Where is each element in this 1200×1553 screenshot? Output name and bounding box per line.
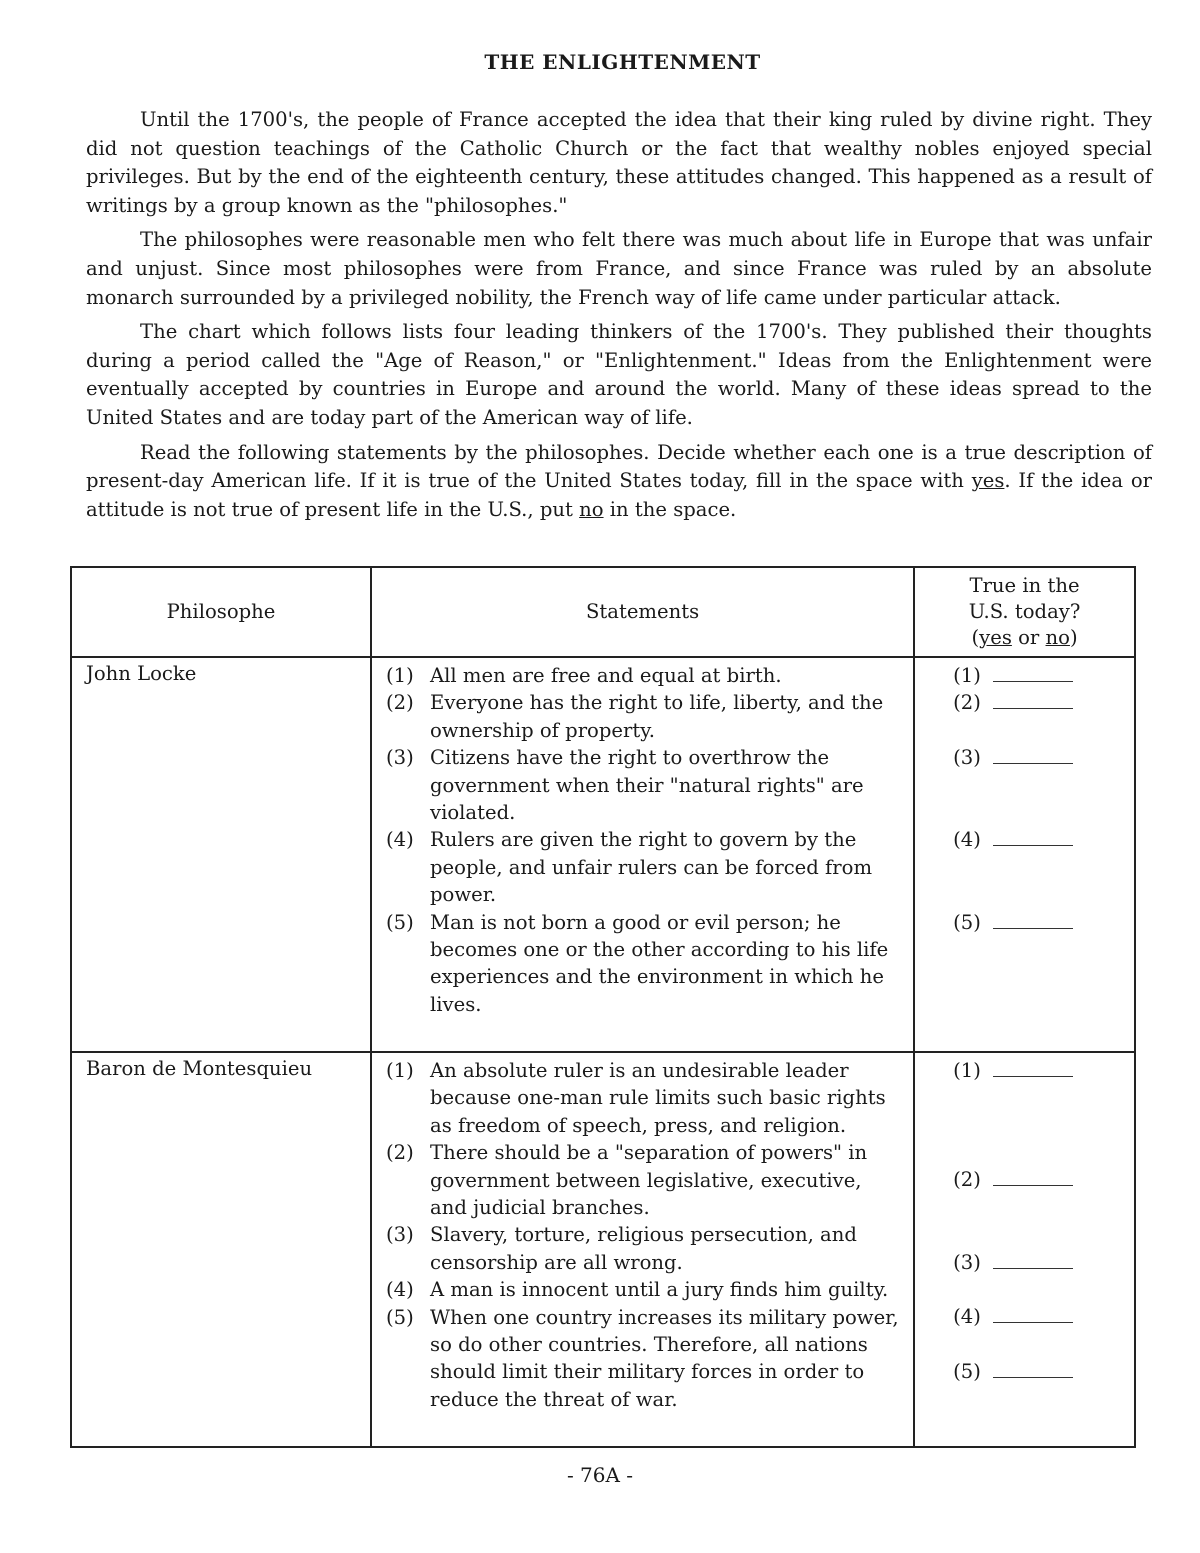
statement-text: A man is innocent until a jury finds him guilty.	[430, 1278, 889, 1302]
answer-number: (5)	[953, 910, 981, 934]
statements-cell	[371, 657, 914, 1052]
statement-number: (5)	[386, 910, 414, 934]
answer-blank[interactable]	[993, 1250, 1073, 1269]
statement-number: (4)	[386, 828, 414, 852]
philosophes-chart	[70, 566, 1136, 1448]
header-true-close: )	[1069, 626, 1078, 649]
page-number: - 76A -	[566, 1463, 634, 1487]
answer-blank[interactable]	[993, 1304, 1073, 1323]
answers-cell	[914, 1052, 1135, 1447]
philosophe-name: John Locke	[71, 657, 371, 1052]
intro-text	[86, 106, 1152, 530]
statement-number: (1)	[386, 664, 414, 687]
statement-number: (3)	[386, 746, 414, 770]
statement-item	[386, 826, 903, 908]
answer-slot	[953, 1166, 1124, 1193]
philosophe-name: Baron de Montesquieu	[71, 1052, 371, 1447]
instructions-part-1: Read the following statements by the philosophes. Decide whether each one is a true description of present-day American life. If it is true of the United States today, fill in the space with	[86, 440, 1152, 493]
answer-blank[interactable]	[993, 745, 1073, 764]
chart-header-row	[71, 567, 1135, 657]
answer-slot	[953, 909, 1124, 936]
answer-slot	[953, 662, 1124, 689]
answer-number: (3)	[953, 1250, 981, 1274]
answer-blank[interactable]	[993, 1359, 1073, 1378]
instructions-paragraph	[86, 439, 1152, 525]
answer-number: (5)	[953, 1359, 981, 1383]
answer-blank[interactable]	[993, 663, 1073, 682]
statement-text: An absolute ruler is an undesirable leader because one-man rule limits such basic rights as freedom of speech, press, and religion.	[430, 1059, 886, 1137]
statement-item	[386, 1057, 903, 1139]
answer-slot	[953, 826, 1124, 853]
answer-number: (4)	[953, 1305, 981, 1329]
header-true-open: (	[971, 626, 980, 649]
intro-paragraph-2: The philosophes were reasonable men who felt there was much about life in Europe that was unfair and unjust. Since most philosophes were from France, and since France was ruled by an absolute monarch surrounded by a privileged nobility, the French way of life came under particular attack.	[86, 228, 1152, 309]
statement-item	[386, 1221, 903, 1276]
statement-item	[386, 689, 903, 744]
answer-blank[interactable]	[993, 690, 1073, 709]
statement-item	[386, 662, 903, 689]
answer-slot	[953, 1358, 1124, 1385]
header-philosophe: Philosophe	[71, 567, 371, 657]
answer-number: (2)	[953, 1168, 981, 1192]
header-statements: Statements	[371, 567, 914, 657]
intro-paragraph-1: Until the 1700's, the people of France accepted the idea that their king ruled by divine right. They did not question teachings of the Catholic Church or the fact that wealthy nobles enjoyed special privileges. But by the end of the eighteenth century, these attitudes changed. This happened as a result of writings by a group known as the "philosophes."	[86, 108, 1152, 217]
answers-cell	[914, 657, 1135, 1052]
answer-blank[interactable]	[993, 910, 1073, 929]
header-true-or: or	[1011, 626, 1046, 649]
answer-number: (3)	[953, 745, 981, 769]
statement-number: (2)	[386, 1141, 414, 1165]
answer-slot	[953, 689, 1124, 716]
statements-cell	[371, 1052, 914, 1447]
answer-blank[interactable]	[993, 1058, 1073, 1077]
statement-text: Rulers are given the right to govern by the people, and unfair rulers can be forced from power.	[430, 828, 873, 907]
header-true-in-us	[914, 567, 1135, 657]
table-row-locke	[71, 657, 1135, 1052]
answer-slot	[953, 1057, 1124, 1084]
header-true-yes: yes	[979, 626, 1012, 649]
statement-item	[386, 1276, 903, 1303]
statement-number: (5)	[386, 1305, 414, 1329]
answer-blank[interactable]	[993, 827, 1073, 846]
statement-text: Slavery, torture, religious persecution, and censorship are all wrong.	[430, 1223, 857, 1274]
statement-number: (2)	[386, 691, 414, 715]
instructions-part-3: in the space.	[603, 497, 737, 521]
instructions-part-2: . If the idea or attitude is not true of present life in the U.S., put	[86, 469, 1152, 521]
statement-item	[386, 1304, 903, 1414]
answer-number: (1)	[953, 664, 981, 687]
statement-number: (4)	[386, 1278, 414, 1302]
answer-number: (1)	[953, 1059, 981, 1082]
answer-number: (2)	[953, 691, 981, 715]
table-row-montesquieu	[71, 1052, 1135, 1447]
statement-text: Citizens have the right to overthrow the government when their "natural rights" are violated.	[430, 746, 864, 825]
header-true-line-2: U.S. today?	[968, 600, 1081, 623]
statement-number: (1)	[386, 1059, 414, 1082]
answer-slot	[953, 1303, 1124, 1330]
statement-text: When one country increases its military power, so do other countries. Therefore, all nations should limit their military forces in order to reduce the threat of war.	[430, 1305, 899, 1411]
statement-text: There should be a "separation of powers" in government between legislative, executive, and judicial branches.	[430, 1141, 868, 1220]
page-title: THE ENLIGHTENMENT	[484, 50, 761, 74]
statement-item	[386, 1139, 903, 1221]
statement-item	[386, 744, 903, 826]
answer-number: (4)	[953, 828, 981, 852]
statement-number: (3)	[386, 1223, 414, 1247]
instructions-no: no	[579, 497, 604, 521]
statement-item	[386, 909, 903, 1019]
answer-blank[interactable]	[993, 1167, 1073, 1186]
answer-slot	[953, 1249, 1124, 1276]
statement-text: All men are free and equal at birth.	[430, 664, 782, 687]
intro-paragraph-3: The chart which follows lists four leading thinkers of the 1700's. They published their thoughts during a period called the "Age of Reason," or "Enlightenment." Ideas from the Enlightenment were eventually accepted by countries in Europe and around the world. Many of these ideas spread to the United States and are today part of the American way of life.	[86, 320, 1152, 429]
statement-text: Everyone has the right to life, liberty, and the ownership of property.	[430, 691, 884, 742]
answer-slot	[953, 744, 1124, 771]
instructions-yes: yes	[971, 469, 1005, 493]
header-true-line-1: True in the	[969, 574, 1080, 597]
header-true-no: no	[1045, 626, 1070, 649]
statement-text: Man is not born a good or evil person; he becomes one or the other according to his life experiences and the environment in which he lives.	[430, 910, 889, 1016]
